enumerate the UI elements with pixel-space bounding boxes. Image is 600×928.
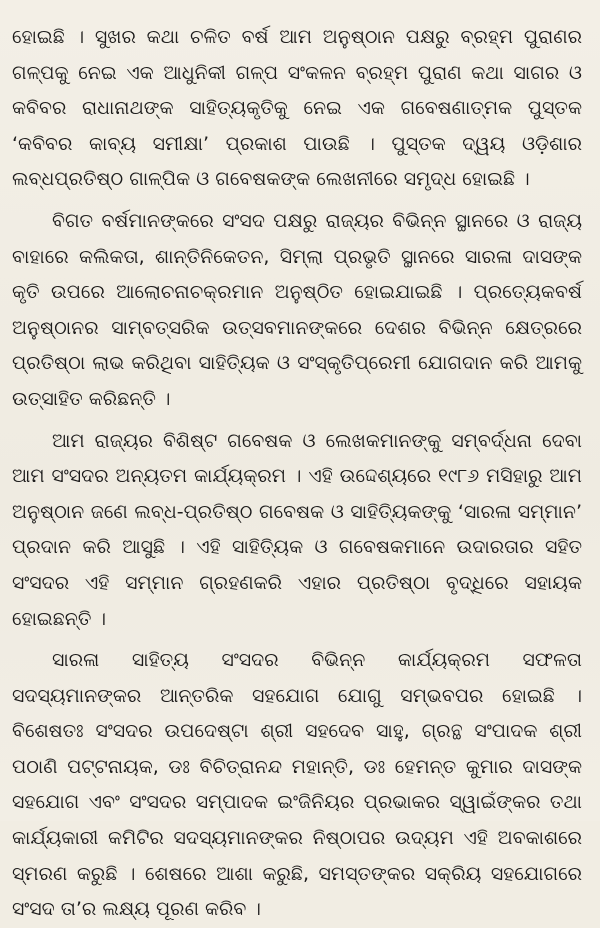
paragraph-4: ସାରଳା ସାହିତ୍ୟ ସଂସଦର ବିଭିନ୍ନ କାର୍ଯ୍ୟକ୍ରମ ସଫଳତା ସଦସ୍ୟମାନଙ୍କର ଆନ୍ତରିକ ସହଯୋଗ ଯୋଗୁ ସମ୍ଭବପର ହୋଇଛି । ବିଶେଷତଃ ସଂସଦର ଉପଦେଷ୍ଟା ଶ୍ରୀ ସହଦେବ ସାହୁ, ଗ୍ରନ୍ଥ ସଂପାଦକ ଶ୍ରୀ ପଠାଣି ପଟ୍ଟନାୟକ, ଡଃ ବିଚିତ୍ରାନନ୍ଦ ମହାନ୍ତି, ଡଃ ହେମନ୍ତ କୁମାର ଦାସଙ୍କ ସହଯୋଗ ଏବଂ ସଂସଦର ସମ୍ପାଦକ ଇଂଜିନିୟର ପ୍ରଭାକର ସ୍ୱାଇଁଙ୍କର ତଥା କାର୍ଯ୍ୟକାରୀ କମିଟିର ସଦସ୍ୟମାନଙ୍କର ନିଷ୍ଠାପର ଉଦ୍ୟମ ଏହି ଅବକାଶରେ ସ୍ମରଣ କରୁଛି । ଶେଷରେ ଆଶା କରୁଛି, ସମସ୍ତଙ୍କର ସକ୍ରିୟ ସହଯୋଗରେ ସଂସଦ ତା’ର ଲକ୍ଷ୍ୟ ପୂରଣ କରିବ । (12, 649, 582, 921)
paragraph-3: ଆମ ରାଜ୍ୟର ବିଶିଷ୍ଟ ଗବେଷକ ଓ ଲେଖକମାନଙ୍କୁ ସମ୍ବର୍ଦ୍ଧନା ଦେବା ଆମ ସଂସଦର ଅନ୍ୟତମ କାର୍ଯ୍ୟକ୍ରମ । ଏହି ଉଦ୍ଦେଶ୍ୟରେ ୧୯୮୬ ମସିହାରୁ ଆମ ଅନୁଷ୍ଠାନ ଜଣେ ଲବ୍ଧ-ପ୍ରତିଷ୍ଠ ଗବେଷକ ଓ ସାହିତ୍ୟିକଙ୍କୁ ‘ସାରଳା ସମ୍ମାନ’ ପ୍ରଦାନ କରି ଆସୁଛି । ଏହି ସାହିତ୍ୟିକ ଓ ଗବେଷକମାନେ ଉଦାରତାର ସହିତ ସଂସଦର ଏହି ସମ୍ମାନ ଗ୍ରହଣକରି ଏହାର ପ୍ରତିଷ୍ଠା ବୃଦ୍ଧିରେ ସହାୟକ ହୋଇଛନ୍ତି । (12, 429, 582, 630)
paragraph-1: ହୋଇଛି । ସୁଖର କଥା ଚଳିତ ବର୍ଷ ଆମ ଅନୁଷ୍ଠାନ ପକ୍ଷରୁ ବ୍ରହ୍ମ ପୁରାଣର ଗଳ୍ପକୁ ନେଇ ଏକ ଆଧୁନିକୀ ଗଳ୍ପ ସଂକଳନ ବ୍ରହ୍ମ ପୁରାଣ କଥା ସାଗର ଓ କବିବର ରାଧାନାଥଙ୍କ ସାହିତ୍ୟକୃତିକୁ ନେଇ ଏକ ଗବେଷଣାତ୍ମକ ପୁସ୍ତକ ‘କବିବର କାବ୍ୟ ସମୀକ୍ଷା’ ପ୍ରକାଶ ପାଉଛି । ପୁସ୍ତକ ଦ୍ୱୟ ଓଡ଼ିଶାର ଲବ୍ଧପ୍ରତିଷ୍ଠ ଗାଳ୍ପିକ ଓ ଗବେଷକଙ୍କ ଲେଖନୀରେ ସମୃଦ୍ଧ ହୋଇଛି । (12, 26, 582, 191)
paragraph-2: ବିଗତ ବର୍ଷମାନଙ୍କରେ ସଂସଦ ପକ୍ଷରୁ ରାଜ୍ୟର ବିଭିନ୍ନ ସ୍ଥାନରେ ଓ ରାଜ୍ୟ ବାହାରେ କଲିକତା, ଶାନ୍ତିନିକେତନ, ସିମ୍ଲା ପ୍ରଭୃତି ସ୍ଥାନରେ ସାରଳା ଦାସଙ୍କ କୃତି ଉପରେ ଆଲୋଚନାଚକ୍ରମାନ ଅନୁଷ୍ଠିତ ହୋଇଯାଇଛି । ପ୍ରତ୍ୟେକବର୍ଷ ଅନୁଷ୍ଠାନର ସାମ୍ବତ୍ସରିକ ଉତ୍ସବମାନଙ୍କରେ ଦେଶର ବିଭିନ୍ନ କ୍ଷେତ୍ରରେ ପ୍ରତିଷ୍ଠା ଲାଭ କରିଥିବା ସାହିତ୍ୟିକ ଓ ସଂସ୍କୃତିପ୍ରେମୀ ଯୋଗଦାନ କରି ଆମକୁ ଉତ୍ସାହିତ କରିଛନ୍ତି । (12, 209, 582, 410)
